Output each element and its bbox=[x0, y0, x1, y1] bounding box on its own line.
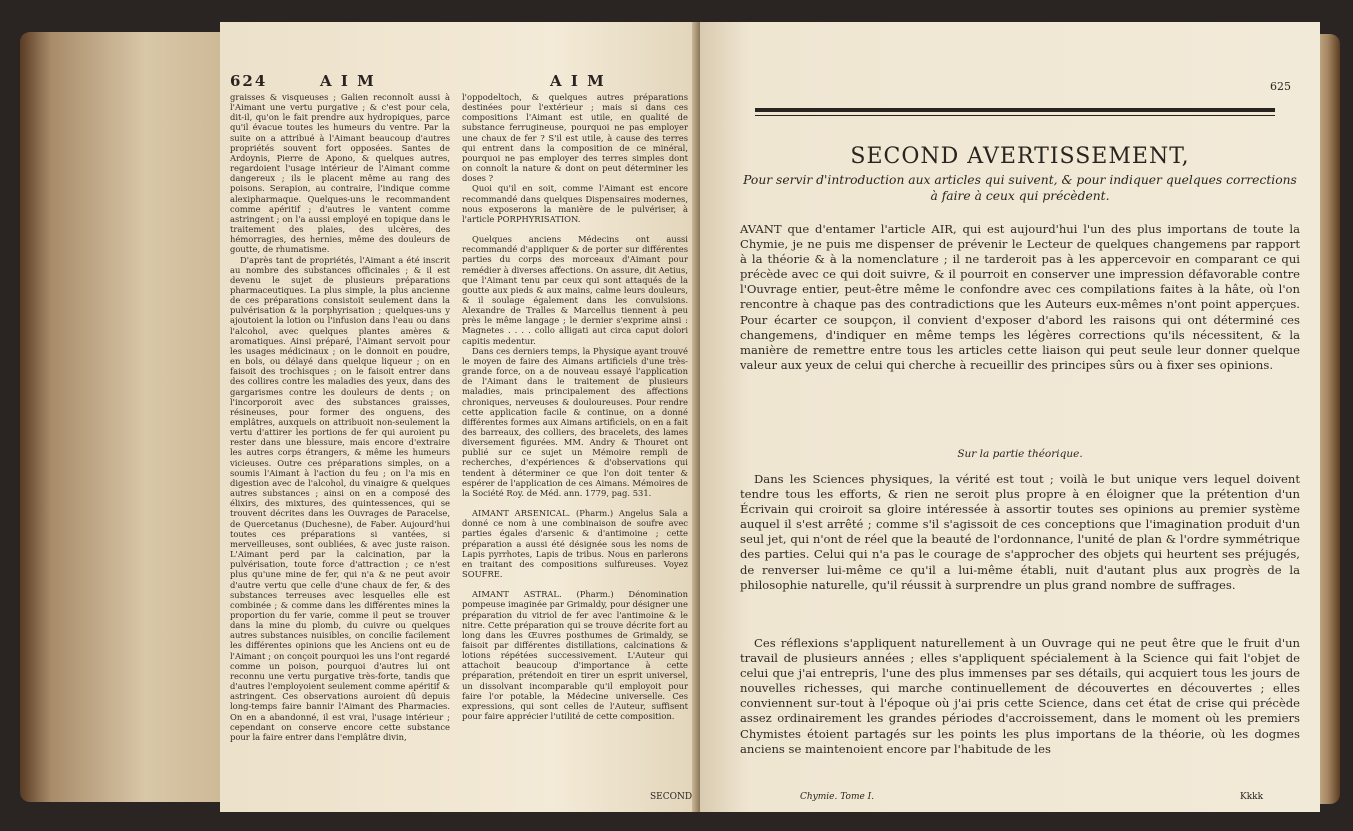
rule-thin bbox=[755, 115, 1275, 116]
paragraph: Dans ces derniers temps, la Physique ayant trouvé le moyen de faire des Aimans artificiels d'une très-grande force, on a de nouveau essayé l'application de l'Aimant dans le traitement de plusieurs maladies, mais principalement des affections chroniques, nerveuses & douloureuses. Pour rendre cette application facile & continue, on a donné différentes formes aux Aimans artificiels, on en a fait des barreaux, des colliers, des bracelets, des lames diversement figurées. MM. Andry & Thouret ont publié sur ce sujet un Mémoire rempli de recherches, d'expériences & d'observations qui tendent à déterminer ce que l'on doit tenter & espérer de l'application de ces Aimans. Mémoires de la Société Roy. de Méd. ann. 1779, pag. 531. bbox=[462, 345, 688, 498]
catchword: SECOND bbox=[650, 792, 693, 802]
page-subtitle: Pour servir d'introduction aux articles qui suivent, & pour indiquer quelques corrections à faire à ceux qui précèdent. bbox=[743, 173, 1297, 203]
running-head-right: A I M bbox=[550, 72, 606, 90]
paragraph: Quelques anciens Médecins ont aussi recommandé d'appliquer & de porter sur différentes parties du corps des morceaux d'Aimant pour remédier à diverses affections. On assure, dit Aetius, que l'Aimant tenu par ceux qui sont attaqués de la goutte aux pieds & aux mains, calme leurs douleurs, & il soulage également dans les convulsions. Alexandre de Tralles & Marcellus tiennent à peu près le même langage ; le dernier s'exprime ainsi : Magnetes . . . . collo alligati aut circa caput dolori capitis medentur. bbox=[462, 234, 688, 346]
page-stack-left bbox=[20, 32, 230, 802]
open-book bbox=[20, 22, 1340, 822]
rule-thick bbox=[755, 108, 1275, 112]
entry-aimant-arsenical: AIMANT ARSENICAL. (Pharm.) Angelus Sala a donné ce nom à une combinaison de soufre avec parties égales d'arsenic & d'antimoine ; cette préparation a aussi été désignée sous les noms de Lapis pyrrhotes, Lapis de tribus. Nous en parlerons en traitant des compositions sulfureuses. Voyez SOUFRE. bbox=[462, 508, 688, 580]
signature-left: Chymie. Tome I. bbox=[800, 792, 875, 802]
entry-aimant-astral: AIMANT ASTRAL. (Pharm.) Dénomination pompeuse imaginée par Grimaldy, pour désigner une préparation du vitriol de fer avec l'antimoine & le nitre. Cette préparation qui se trouve décrite fort au long dans les Œuvres posthumes de Grimaldy, se faisoit par différentes distillations, calcinations & lotions répétées successivement. L'Auteur qui attachoit beaucoup d'importance à cette préparation, prétendoit en tirer un esprit universel, un dissolvant incomparable qu'il employoit pour faire l'or potable, la Médecine universelle. Ces expressions, qui sont celles de l'Auteur, suffisent pour faire apprécier l'utilité de cette composition. bbox=[462, 589, 688, 722]
left-column-2 bbox=[462, 92, 688, 721]
paragraph: Quoi qu'il en soit, comme l'Aimant est encore recommandé dans quelques Dispensaires modernes, nous exposerons la manière de le pulvériser, à l'article PORPHYRISATION. bbox=[462, 183, 688, 224]
paragraph: Dans les Sciences physiques, la vérité est tout ; voilà le but unique vers lequel doivent tendre tous les efforts, & rien ne seroit plus propre à en éloigner que la prétention d'un Écrivain qui croiroit sa gloire intéressée à assortir toutes ses opinions au premier système auquel il s'est arrêté ; comme s'il s'agissoit de ces conceptions que l'imagination produit d'un seul jet, qui n'ont de réel que la beauté de l'ordonnance, l'unité de plan & l'ordre symmétrique des parties. Celui qui n'a pas le courage de s'approcher des objets qui heurtent ses préjugés, de renverser lui-même ce qu'il a lui-même établi, nuit d'autant plus aux progrès de la philosophie naturelle, qu'il réussit à surprendre un plus grand nombre de suffrages. bbox=[740, 472, 1300, 592]
left-page bbox=[220, 22, 698, 812]
intro-paragraph: AVANT que d'entamer l'article AIR, qui est aujourd'hui l'un des plus importans de toute la Chymie, je ne puis me dispenser de prévenir le Lecteur de quelques changemens par rapport à la théorie & à la nomenclature ; il ne tarderoit pas à les appercevoir en comparant ce qui précède avec ce qui doit suivre, & il pourroit en conserver une impression défavorable contre l'Ouvrage entier, peut-être même le confondre avec ces compilations faites à la hâte, où l'on rencontre à chaque pas des contradictions que les Auteurs eux-mêmes n'ont point apperçues. Pour écarter ce soupçon, il convient d'exposer d'abord les raisons qui ont déterminé ces changemens, d'indiquer en même temps les légères corrections qu'ils nécessitent, & la manière de remettre entre tous les articles cette liaison qui peut seule leur donner quelque valeur aux yeux de celui qui cherche à recueillir des principes sûrs ou à fixer ses opinions. bbox=[740, 222, 1300, 372]
left-column-1 bbox=[230, 92, 450, 742]
paragraph: Ces réflexions s'appliquent naturellement à un Ouvrage qui ne peut être que le fruit d'un travail de plusieurs années ; elles s'appliquent spécialement à la Science qui fait l'objet de celui que j'ai entrepris, l'une des plus immenses par ses détails, qui acquiert tous les jours de nouvelles richesses, qui marche continuellement de découvertes en découvertes ; elles conviennent sur-tout à l'époque où j'ai pris cette Science, dans cet état de crise qui précède assez ordinairement les grandes périodes d'accroissement, dans le moment où les premiers Chymistes étoient partagés sur les points les plus importans de la théorie, où les dogmes anciens se maintenoient encore par l'habitude de les bbox=[740, 636, 1300, 756]
paragraph: graisses & visqueuses ; Galien reconnoît aussi à l'Aimant une vertu purgative ; & c'est pour cela, dit-il, qu'on le fait prendre aux hydropiques, parce qu'il évacue toutes les humeurs du ventre. Par la suite on a attribué à l'Aimant beaucoup d'autres propriétés souvent fort opposées. Santes de Ardoynis, Pierre de Apono, & quelques autres, regardoient l'usage intérieur de l'Aimant comme dangereux ; ils le placent même au rang des poisons. Serapion, au contraire, l'indique comme alexipharmaque. Quelques-uns le recommandent comme apéritif ; d'autres le vantent comme astringent ; on l'a aussi employé en topique dans le traitement des plaies, des ulcères, des hémorragies, des hernies, même des douleurs de goutte, de rhumatisme. bbox=[230, 92, 450, 255]
section-heading: Sur la partie théorique. bbox=[957, 448, 1083, 460]
paragraph: D'après tant de propriétés, l'Aimant a été inscrit au nombre des substances officinales ; & il est devenu le sujet de plusieurs préparations pharmaceutiques. La plus simple, la plus ancienne de ces préparations consistoit seulement dans la pulvérisation & la porphyrisation ; quelques-uns y ajoutoient la lotion ou l'infusion dans l'eau ou dans l'alcohol, avec quelques plantes amères & aromatiques. Ainsi préparé, l'Aimant servoit pour les usages médicinaux ; on le donnoit en poudre, en bols, ou délayé dans quelque liqueur ; on en faisoit des trochisques ; on le faisoit entrer dans des collires contre les maladies des yeux, dans des gargarismes contre les douleurs de dents ; on l'incorporoit avec des substances graisses, résineuses, pour former des onguens, des emplâtres, auxquels on attribuoit non-seulement la vertu d'attirer les portions de fer qui auroient pu rester dans une blessure, mais encore d'extraire les autres corps étrangers, & même les humeurs vicieuses. Outre ces préparations simples, on a soumis l'Aimant à l'action du feu ; on l'a mis en digestion avec de l'alcohol, du vinaigre & quelques autres substances ; ainsi on en a composé des élixirs, des mixtures, des quintessences, qui se trouvent décrites dans les Ouvrages de Paracelse, de Quercetanus (Duchesne), de Faber. Aujourd'hui toutes ces préparations si vantées, si merveilleuses, sont oubliées, & avec juste raison. L'Aimant perd par la calcination, par la pulvérisation, toute force d'attraction ; ce n'est plus qu'une mine de fer, qui n'a & ne peut avoir d'autre vertu que celle d'une chaux de fer, & des substances terreuses avec lesquelles elle est combinée ; & comme dans les différentes mines la proportion du fer varie, comme il peut se trouver dans la mine du plomb, du cuivre ou quelques autres substances nuisibles, on concilie facilement les différentes opinions que les Anciens ont eu de l'Aimant ; on conçoit pourquoi les uns l'ont regardé comme un poison, pourquoi d'autres lui ont reconnu une vertu purgative très-forte, tandis que d'autres l'employoient seulement comme apéritif & astringent. Ces observations auroient dû depuis long-temps faire bannir l'Aimant des Pharmacies. On en a abandonné, il est vrai, l'usage intérieur ; cependant on conserve encore cette substance pour la faire entrer dans l'emplâtre divin, bbox=[230, 254, 450, 742]
running-head-left: A I M bbox=[320, 72, 376, 90]
page-number-right: 625 bbox=[1270, 80, 1291, 93]
page-title: SECOND AVERTISSEMENT, bbox=[850, 144, 1190, 169]
signature-right: Kkkk bbox=[1240, 792, 1264, 802]
paragraph: l'oppodeltoch, & quelques autres préparations destinées pour l'extérieur ; mais si dans ces compositions l'Aimant est utile, en qualité de substance ferrugineuse, pourquoi ne pas employer une chaux de fer ? S'il est utile, à cause des terres qui entrent dans la composition de ce minéral, pourquoi ne pas employer des terres simples dont on connoît la nature & dont on peut déterminer les doses ? bbox=[462, 92, 688, 184]
right-page bbox=[700, 22, 1320, 812]
page-number-left: 624 bbox=[230, 72, 268, 90]
